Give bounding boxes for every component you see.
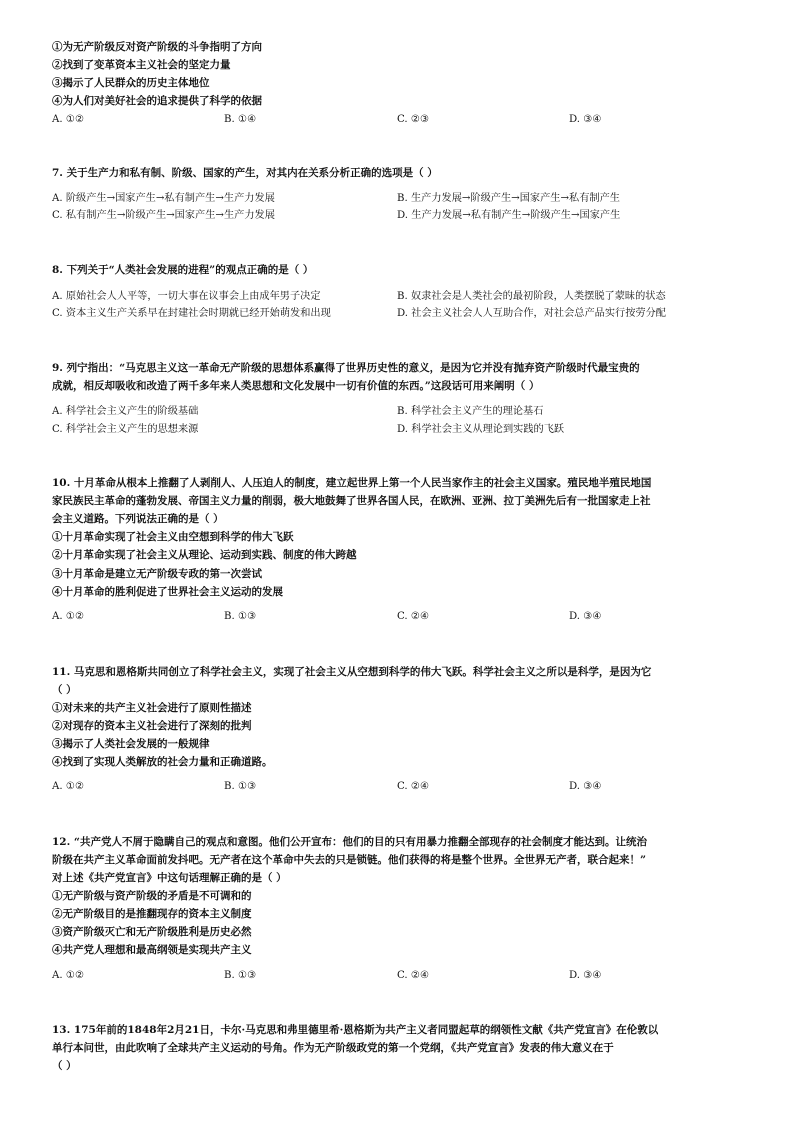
option-c: C. ②③ [397, 114, 430, 125]
statement-1: ①对未来的共产主义社会进行了原则性描述 [52, 702, 252, 714]
option-a: A. ①② [52, 781, 85, 792]
option-c: C. ②④ [397, 970, 430, 981]
question-8-stem: 8. 下列关于“人类社会发展的进程”的观点正确的是（ ） [52, 264, 314, 276]
option-c: C. 私有制产生→阶级产生→国家产生→生产力发展 [52, 210, 275, 221]
question-11-stem-line-1: 11. 马克思和恩格斯共同创立了科学社会主义，实现了社会主义从空想到科学的伟大飞跃。科学社会主义之所以是科学，是因为它 [52, 666, 652, 678]
statement-4: ④十月革命的胜利促进了世界社会主义运动的发展 [52, 586, 283, 598]
question-7-stem: 7. 关于生产力和私有制、阶级、国家的产生，对其内在关系分析正确的选项是（ ） [52, 167, 438, 179]
option-a: A. ①② [52, 611, 85, 622]
option-d: D. 社会主义社会人人互助合作，对社会总产品实行按劳分配 [397, 308, 666, 319]
option-c: C. 资本主义生产关系早在封建社会时期就已经开始萌发和出现 [52, 308, 331, 319]
option-d: D. ③④ [569, 970, 602, 981]
statement-4: ④为人们对美好社会的追求提供了科学的依据 [52, 95, 262, 107]
statement-2: ②找到了变革资本主义社会的坚定力量 [52, 59, 231, 71]
option-c: C. 科学社会主义产生的思想来源 [52, 424, 199, 435]
statement-3: ③十月革命是建立无产阶级专政的第一次尝试 [52, 568, 262, 580]
question-13-stem-line-3: （ ） [52, 1060, 77, 1072]
statement-1: ①无产阶级与资产阶级的矛盾是不可调和的 [52, 890, 252, 902]
statement-2: ②无产阶级目的是推翻现存的资本主义制度 [52, 908, 252, 920]
question-12-stem-line-1: 12. “共产党人不屑于隐瞒自己的观点和意图。他们公开宣布：他们的目的只有用暴力推翻全部现存的社会制度才能达到。让统治 [52, 836, 647, 848]
question-9-stem-line-2: 成就，相反却吸收和改造了两千多年来人类思想和文化发展中一切有价值的东西。”这段话可用来阐明（ ） [52, 380, 540, 392]
statement-4: ④共产党人理想和最高纲领是实现共产主义 [52, 944, 252, 956]
question-13-stem-line-2: 单行本问世，由此吹响了全球共产主义运动的号角。作为无产阶级政党的第一个党纲，《共产党宣言》发表的伟大意义在于 [52, 1042, 614, 1054]
option-d: D. ③④ [569, 611, 602, 622]
option-a: A. 原始社会人人平等，一切大事在议事会上由成年男子决定 [52, 291, 321, 302]
question-13-stem-line-1: 13. 175年前的1848年2月21日，卡尔·马克思和弗里德里希·恩格斯为共产主义者同盟起草的纲领性文献《共产党宣言》在伦敦以 [52, 1024, 659, 1036]
option-b: B. ①③ [224, 781, 257, 792]
option-b: B. 生产力发展→阶级产生→国家产生→私有制产生 [397, 193, 620, 204]
question-10-stem-line-3: 会主义道路。下列说法正确的是（ ） [52, 513, 224, 525]
statement-2: ②十月革命实现了社会主义从理论、运动到实践、制度的伟大跨越 [52, 549, 357, 561]
question-10-stem-line-2: 家民族民主革命的蓬勃发展、帝国主义力量的削弱，极大地鼓舞了世界各国人民，在欧洲、亚洲、拉丁美洲先后有一批国家走上社 [52, 495, 651, 507]
option-d: D. ③④ [569, 114, 602, 125]
option-b: B. ①③ [224, 611, 257, 622]
question-10-stem-line-1: 10. 十月革命从根本上推翻了人剥削人、人压迫人的制度，建立起世界上第一个人民当家作主的社会主义国家。殖民地半殖民地国 [52, 477, 652, 489]
option-a: A. ①② [52, 114, 85, 125]
option-b: B. ①③ [224, 970, 257, 981]
option-a: A. ①② [52, 970, 85, 981]
statement-1: ①为无产阶级反对资产阶级的斗争指明了方向 [52, 41, 262, 53]
question-12-stem-line-2: 阶级在共产主义革命面前发抖吧。无产者在这个革命中失去的只是锁链。他们获得的将是整个世界。全世界无产者，联合起来！” [52, 854, 647, 866]
statement-1: ①十月革命实现了社会主义由空想到科学的伟大飞跃 [52, 531, 294, 543]
question-9-stem-line-1: 9. 列宁指出：“马克思主义这一革命无产阶级的思想体系赢得了世界历史性的意义，是因为它并没有抛弃资产阶级时代最宝贵的 [52, 362, 640, 374]
statement-3: ③揭示了人类社会发展的一般规律 [52, 738, 210, 750]
question-11-stem-line-2: （ ） [52, 684, 77, 696]
statement-2: ②对现存的资本主义社会进行了深刻的批判 [52, 720, 252, 732]
option-d: D. ③④ [569, 781, 602, 792]
option-c: C. ②④ [397, 781, 430, 792]
statement-3: ③资产阶级灭亡和无产阶级胜利是历史必然 [52, 926, 252, 938]
option-b: B. ①④ [224, 114, 257, 125]
option-c: C. ②④ [397, 611, 430, 622]
option-d: D. 科学社会主义从理论到实践的飞跃 [397, 424, 565, 435]
option-a: A. 阶级产生→国家产生→私有制产生→生产力发展 [52, 193, 275, 204]
option-d: D. 生产力发展→私有制产生→阶级产生→国家产生 [397, 210, 621, 221]
statement-3: ③揭示了人民群众的历史主体地位 [52, 77, 210, 89]
option-b: B. 奴隶社会是人类社会的最初阶段，人类摆脱了蒙昧的状态 [397, 291, 666, 302]
question-12-stem-line-3: 对上述《共产党宣言》中这句话理解正确的是（ ） [52, 872, 287, 884]
statement-4: ④找到了实现人类解放的社会力量和正确道路。 [52, 756, 273, 768]
option-a: A. 科学社会主义产生的阶级基础 [52, 406, 199, 417]
option-b: B. 科学社会主义产生的理论基石 [397, 406, 544, 417]
